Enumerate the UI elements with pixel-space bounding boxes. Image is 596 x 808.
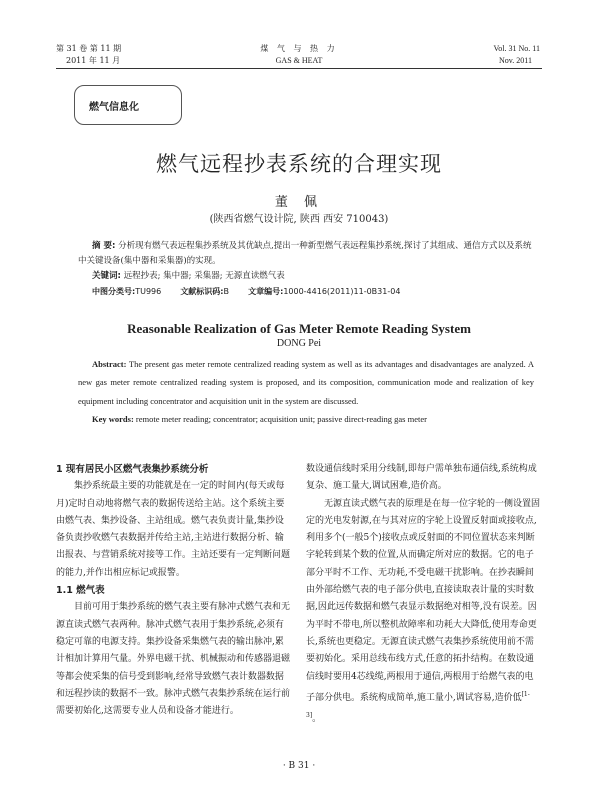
section-1-1-paragraph: 目前可用于集抄系统的燃气表主要有脉冲式燃气表和无源直读式燃气表两种。脉冲式燃气表用于集抄系统,必须有稳定可靠的电源支持。集抄设备采集燃气表的输出脉冲,累计相加计算用气量。外界电磁干扰、机械振动和传感器退磁等都会使采集的信号受到影响,经常导致燃气表计数器数据和远程抄读的数据不一致。脉冲式燃气表集抄系统在运行前需要初始化,这需要专业人员和设备才能进行。 bbox=[56, 602, 291, 717]
author-en: DONG Pei bbox=[276, 338, 322, 349]
clc-label: 中图分类号: bbox=[92, 287, 136, 296]
section-1-paragraph: 集抄系统最主要的功能就是在一定的时间内(每天或每月)定时自动地将燃气表的数据传送给主站。这个系统主要由燃气表、集抄设备、主站组成。燃气表负责计量,集抄设备负责抄收燃气表数据并传给主站,主站进行数据分析、输出报表、与营销系统对接等工作。主站还要有一定判断问题的能力,并作出相应标记或报警。 bbox=[56, 481, 291, 578]
right-column-paragraph-2-text: 无源直读式燃气表的原理是在每一位字轮的一侧设置固定的光电发射源,在与其对应的字轮上设置反射面或接收点,利用多个(一般5个)接收点或反射面的不同位置状态来判断字轮转到某个数的位置,从而确定所对应的数据。它的电子部分平时不工作、无功耗,不受电磁干扰影响。在抄表瞬间由外部给燃气表的电子部分供电,直接读取表计量的实时数据,因此远传数据和燃气表显示数据绝对相等,没有误差。因为平时不带电,所以整机故障率和功耗大大降低,使用寿命更长,系统也更稳定。无源直读式燃气表集抄系统使用前不需要初始化。采用总线布线方式,任意的拓扑结构。在数设通信线时要用4芯线缆,两根用于通信,两根用于给燃气表的电子部分供电。系统构成简单,施工量小,调试容易,造价低 bbox=[306, 498, 541, 703]
right-column-paragraph-2-end: 。 bbox=[312, 714, 322, 725]
right-column-paragraph-1: 数设通信线时采用分线制,即每户需单独布通信线,系统构成复杂、施工量大,调试困难,造价高。 bbox=[306, 464, 537, 492]
paper-title-cn: 燃气远程抄表系统的合理实现 bbox=[156, 152, 442, 176]
page-number: · B 31 · bbox=[282, 761, 316, 771]
section-1-heading: 1 现有居民小区燃气表集抄系统分析 bbox=[56, 464, 209, 475]
keywords-en-label: Key words: bbox=[92, 413, 134, 424]
header-rule bbox=[56, 68, 542, 69]
article-no-label: 文章编号: bbox=[248, 287, 284, 296]
keywords-cn bbox=[78, 269, 534, 284]
journal-date-en: Nov. 2011 bbox=[499, 56, 532, 65]
clc-value: TU996 bbox=[135, 287, 162, 296]
journal-volume-issue-cn: 第 31 卷 第 11 期 bbox=[56, 44, 122, 53]
abstract-en-text: The present gas meter remote centralized reading system as well as its advantages and disadvantages are analyzed. A new gas meter remote centralized reading system is proposed, and its composition, communication mode and realization of key equipment including concentrator and acquisition unit in the system are discussed. bbox=[78, 359, 534, 406]
abstract-en-body bbox=[78, 355, 534, 410]
section-badge-label: 燃气信息化 bbox=[89, 102, 139, 113]
keywords-en-text: remote meter reading; concentrator; acquisition unit; passive direct-reading gas meter bbox=[135, 413, 427, 424]
abstract-en-label: Abstract: bbox=[92, 359, 127, 369]
right-column-paragraph-2 bbox=[306, 496, 542, 729]
keywords-cn-text: 远程抄表; 集中器; 采集器; 无源直读燃气表 bbox=[123, 271, 285, 281]
doc-code-label: 文献标识码: bbox=[180, 287, 224, 296]
section-1-1-heading: 1.1 燃气表 bbox=[56, 585, 105, 597]
affiliation-cn: (陕西省燃气设计院, 陕西 西安 710043) bbox=[209, 214, 389, 225]
body-column-right bbox=[306, 461, 542, 728]
journal-date-cn: 2011 年 11 月 bbox=[66, 56, 121, 65]
journal-name-en: GAS & HEAT bbox=[275, 56, 323, 65]
abstract-cn-label: 摘 要: bbox=[92, 241, 116, 251]
journal-name-cn: 煤 气 与 热 力 bbox=[260, 44, 338, 53]
paper-title-en: Reasonable Realization of Gas Meter Remote Reading System bbox=[127, 321, 471, 336]
doc-code-value: B bbox=[223, 287, 230, 296]
article-no-value: 1000-4416(2011)11-0B31-04 bbox=[283, 287, 401, 296]
section-badge bbox=[74, 85, 182, 125]
author-cn: 董 佩 bbox=[274, 195, 324, 210]
abstract-cn-text: 分析现有燃气表远程集抄系统及其优缺点,提出一种新型燃气表远程集抄系统,探讨了其组成、通信方式以及系统中关键设备(集中器和采集器)的实现。 bbox=[78, 241, 532, 266]
keywords-cn-label: 关键词: bbox=[92, 271, 121, 281]
citation-1-3: [1-3] bbox=[306, 690, 530, 720]
body-column-left bbox=[56, 461, 292, 720]
abstract-cn bbox=[78, 239, 534, 299]
keywords-en bbox=[78, 410, 534, 428]
classification-line bbox=[78, 284, 534, 299]
abstract-en bbox=[78, 355, 534, 428]
abstract-cn-body bbox=[78, 239, 534, 269]
journal-volume-issue-en: Vol. 31 No. 11 bbox=[493, 44, 540, 53]
